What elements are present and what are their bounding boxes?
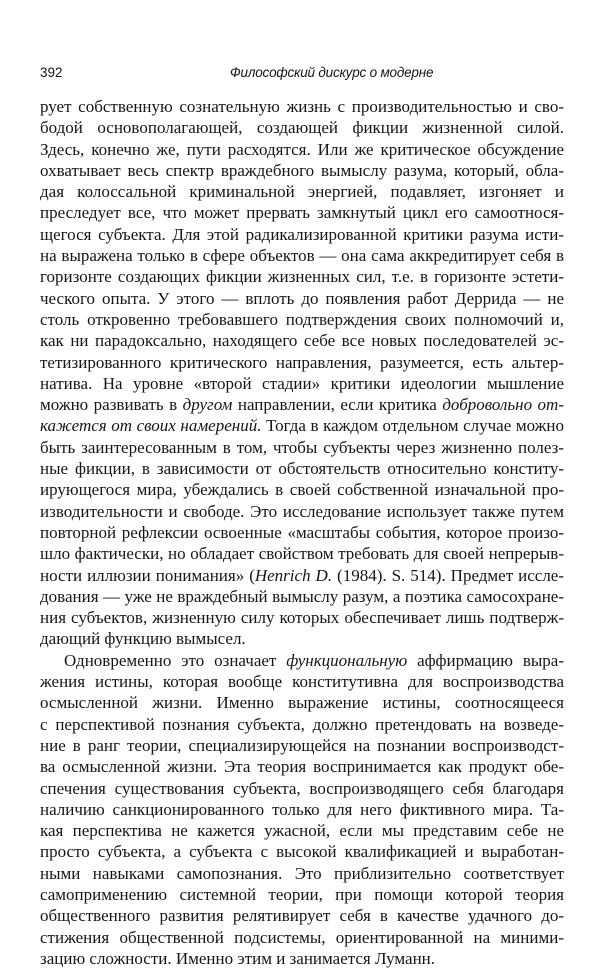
text-segment: изводительности и свободе. Это исследование использует также путем <box>40 501 564 521</box>
text-segment: просто субъекта, а субъекта с высокой квалификацией и выработан- <box>40 842 564 862</box>
text-segment: ирующегося мира, убеждались в своей собственной изначальной про- <box>40 480 564 500</box>
text-segment: ва осмысленной жизни. Эта теория воспринимается как продукт обе- <box>40 757 564 777</box>
text-segment: ные фикции, в зависимости от обстоятельств относительно конститу- <box>40 459 564 479</box>
text-segment: быть заинтересованным в том, чтобы субъекты через жизненно полез- <box>40 437 564 457</box>
text-line <box>40 714 564 735</box>
text-line <box>40 607 564 628</box>
text-segment: можно развивать в <box>40 395 183 415</box>
text-segment: натива. На уровне «второй стадии» критики идеологии мышление <box>40 373 564 393</box>
text-segment: спечения существования субъекта, воспроизводящего себя благодаря <box>40 778 564 798</box>
text-line <box>40 565 564 586</box>
page-number: 392 <box>40 65 63 80</box>
text-line <box>40 905 564 926</box>
text-line <box>40 820 564 841</box>
text-segment: столь откровенно требовавшего подтверждения своих полномочий и, <box>40 309 564 329</box>
text-line <box>40 841 564 862</box>
text-segment: ными навыками самопознания. Это приблизительно соответствует <box>40 863 564 883</box>
text-line <box>40 245 564 266</box>
body-text <box>40 96 564 969</box>
text-segment: щегося субъекта. Для этой радикализированной критики разума исти- <box>40 224 564 244</box>
text-segment: ности иллюзии понимания» ( <box>40 565 255 585</box>
text-line <box>40 96 564 117</box>
text-segment: ния субъектов, жизненную силу которых обеспечивает лишь подтверж- <box>40 608 564 628</box>
text-line <box>40 224 564 245</box>
text-line <box>40 330 564 351</box>
text-segment: направлении, если критика <box>232 395 443 415</box>
text-segment: на выражена только в сфере объектов — она сама аккредитирует себя в <box>40 246 564 266</box>
text-line <box>40 181 564 202</box>
text-line <box>40 479 564 500</box>
text-line <box>40 799 564 820</box>
text-line <box>40 415 564 436</box>
text-line <box>40 266 564 287</box>
text-segment: охватывает весь спектр враждебного вымыслу разума, который, обла- <box>40 160 564 180</box>
text-segment: стижения общественной подсистемы, ориентированной на миними- <box>40 927 564 947</box>
text-segment: как ни парадоксально, находящего себе все новых последователей эс- <box>40 331 564 351</box>
text-line <box>40 458 564 479</box>
italic-text: кажется от своих намерений. <box>40 416 262 436</box>
text-line <box>40 160 564 181</box>
text-line <box>40 543 564 564</box>
text-segment: аффирмацию выра- <box>407 650 564 670</box>
text-segment: осмысленной жизни. Именно выражение истины, соотносящееся <box>40 693 564 713</box>
text-line <box>40 671 564 692</box>
text-line <box>40 948 564 969</box>
text-line <box>40 927 564 948</box>
text-line <box>40 735 564 756</box>
text-line <box>40 586 564 607</box>
text-segment: Тогда в каждом отдельном случае можно <box>261 416 564 436</box>
text-line <box>40 778 564 799</box>
paragraph <box>40 96 564 650</box>
text-segment: горизонте создающих фикции жизненных сил, т.е. в горизонте эстети- <box>40 267 564 287</box>
text-segment: общественного развития релятивирует себя в качестве удачного до- <box>40 906 564 926</box>
text-segment: повторной рефлексии освоенные «масштабы события, которое произо- <box>40 522 564 542</box>
text-segment: ние в ранг теории, специализирующейся на познании воспроизводст- <box>40 735 564 755</box>
text-line <box>40 522 564 543</box>
italic-text: другом <box>182 395 233 415</box>
italic-text: функциональную <box>286 650 408 670</box>
text-line <box>40 437 564 458</box>
text-line <box>40 628 564 649</box>
text-line <box>40 309 564 330</box>
text-line <box>40 692 564 713</box>
text-segment: преследует все, что может прервать замкнутый цикл его самоотнося- <box>40 203 564 223</box>
text-line <box>40 884 564 905</box>
text-line <box>40 756 564 777</box>
text-segment: дования — уже не враждебный вымыслу разум, а поэтика самосохране- <box>40 586 564 606</box>
text-segment: Одновременно это означает <box>64 650 287 670</box>
text-segment: бодой основополагающей, создающей фикции жизненной силой. <box>40 118 564 138</box>
text-segment: тетизированного критического направления, разумеется, есть альтер- <box>40 352 564 372</box>
text-segment: (1984). S. 514). Предмет иссле- <box>332 565 565 585</box>
text-segment: дающий функцию вымысел. <box>40 629 246 649</box>
text-line <box>40 650 564 671</box>
text-line <box>40 394 564 415</box>
text-line <box>40 117 564 138</box>
text-line <box>40 288 564 309</box>
text-line <box>40 501 564 522</box>
text-segment: самоприменению системной теории, при помощи которой теория <box>40 884 564 904</box>
text-segment: шло фактически, но обладает свойством требовать для своей непрерыв- <box>40 544 564 564</box>
running-title: Философский дискурс о модерне <box>230 65 434 80</box>
text-segment: жения истины, которая вообще конститутивна для воспроизводства <box>40 672 564 692</box>
paragraph <box>40 650 564 969</box>
text-line <box>40 373 564 394</box>
text-line <box>40 863 564 884</box>
italic-text: Henrich D. <box>254 565 333 585</box>
text-segment: с перспективой познания субъекта, должно претендовать на возведе- <box>40 714 564 734</box>
page-header <box>40 62 560 84</box>
text-segment: ческого опыта. У этого — вплоть до появления работ Деррида — не <box>40 288 564 308</box>
italic-text: добровольно от- <box>442 395 564 415</box>
text-line <box>40 352 564 373</box>
text-line <box>40 139 564 160</box>
text-segment: дая колоссальной криминальной энергией, подавляет, изгоняет и <box>40 182 564 202</box>
text-segment: рует собственную сознательную жизнь с производительностью и сво- <box>40 97 564 116</box>
text-line <box>40 202 564 223</box>
text-segment: кая перспектива не кажется ужасной, если мы представим себе не <box>40 821 564 841</box>
text-segment: наличию санкционированного только для него фиктивного мира. Та- <box>40 799 564 819</box>
text-segment: зацию сложности. Именно этим и занимается Луманн. <box>40 948 436 968</box>
text-segment: Здесь, конечно же, пути расходятся. Или же критическое обсуждение <box>40 139 564 159</box>
